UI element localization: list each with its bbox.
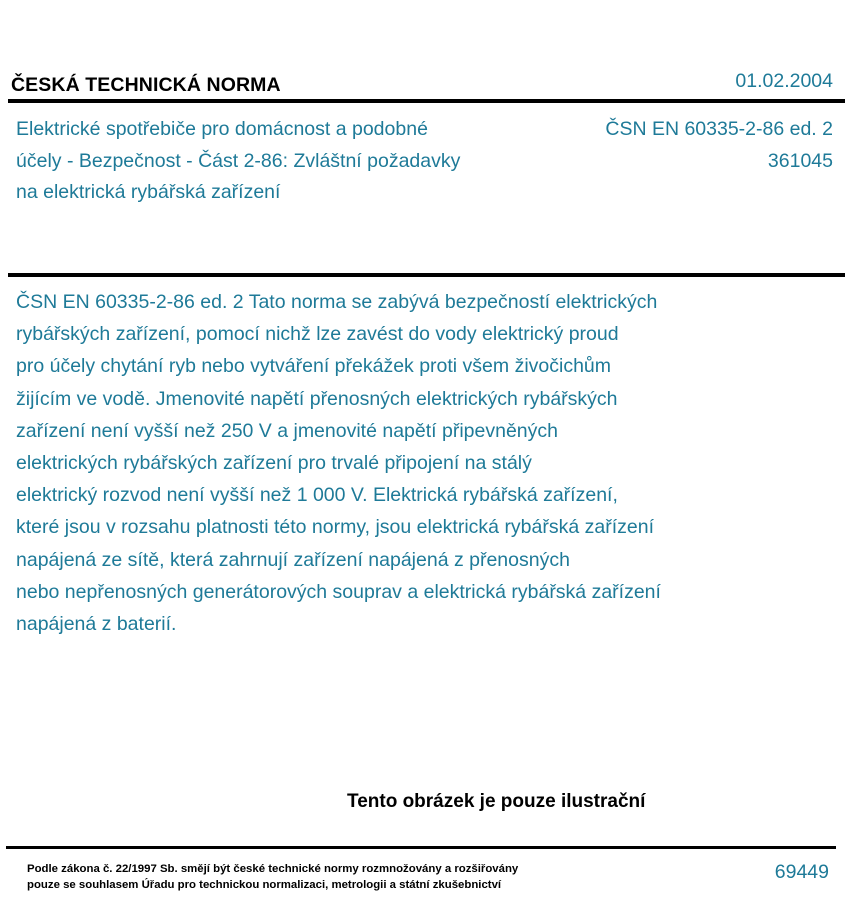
legal-notice-line: Podle zákona č. 22/1997 Sb. smějí být české technické normy rozmnožovány a rozšiřovány bbox=[27, 863, 519, 875]
standard-title-line: na elektrická rybářská zařízení bbox=[16, 181, 281, 203]
standard-designation: ČSN EN 60335-2-86 ed. 2 bbox=[605, 118, 833, 140]
header-divider bbox=[8, 99, 845, 103]
abstract-line: rybářských zařízení, pomocí nichž lze zavést do vody elektrický proud bbox=[16, 323, 619, 346]
legal-notice bbox=[27, 862, 518, 893]
norm-heading: ČESKÁ TECHNICKÁ NORMA bbox=[11, 74, 281, 96]
abstract-line: ČSN EN 60335-2-86 ed. 2 Tato norma se zabývá bezpečností elektrických bbox=[16, 291, 658, 313]
illustrative-notice: Tento obrázek je pouze ilustrační bbox=[347, 791, 646, 812]
standard-reference bbox=[605, 114, 833, 177]
legal-notice-line: pouze se souhlasem Úřadu pro technickou normalizaci, metrologii a státní zkušebnictví bbox=[27, 878, 502, 891]
abstract-line: zařízení není vyšší než 250 V a jmenovité napětí připevněných bbox=[16, 419, 558, 442]
abstract-line: žijícím ve vodě. Jmenovité napětí přenosných elektrických rybářských bbox=[16, 387, 618, 410]
standard-title-line: Elektrické spotřebiče pro domácnost a podobné bbox=[16, 118, 428, 140]
document-number: 69449 bbox=[774, 861, 829, 883]
abstract-line: elektrických rybářských zařízení pro trvalé připojení na stálý bbox=[16, 452, 532, 475]
abstract-line: napájená z baterií. bbox=[16, 613, 177, 636]
abstract-line: napájená ze sítě, která zahrnují zařízení napájená z přenosných bbox=[16, 548, 570, 571]
abstract-line: pro účely chytání ryb nebo vytváření překážek proti všem živočichům bbox=[16, 355, 612, 378]
standard-title bbox=[16, 114, 536, 209]
footer-divider bbox=[6, 846, 836, 849]
abstract-line: nebo nepřenosných generátorových souprav a elektrická rybářská zařízení bbox=[16, 580, 661, 603]
abstract-text bbox=[16, 286, 776, 640]
publication-date: 01.02.2004 bbox=[735, 70, 833, 92]
abstract-line: elektrický rozvod není vyšší než 1 000 V. Elektrická rybářská zařízení, bbox=[16, 484, 618, 507]
title-divider bbox=[8, 273, 845, 277]
abstract-line: které jsou v rozsahu platnosti této normy, jsou elektrická rybářská zařízení bbox=[16, 516, 654, 539]
standard-title-line: účely - Bezpečnost - Část 2-86: Zvláštní požadavky bbox=[16, 149, 461, 172]
standard-class-number: 361045 bbox=[767, 149, 833, 172]
